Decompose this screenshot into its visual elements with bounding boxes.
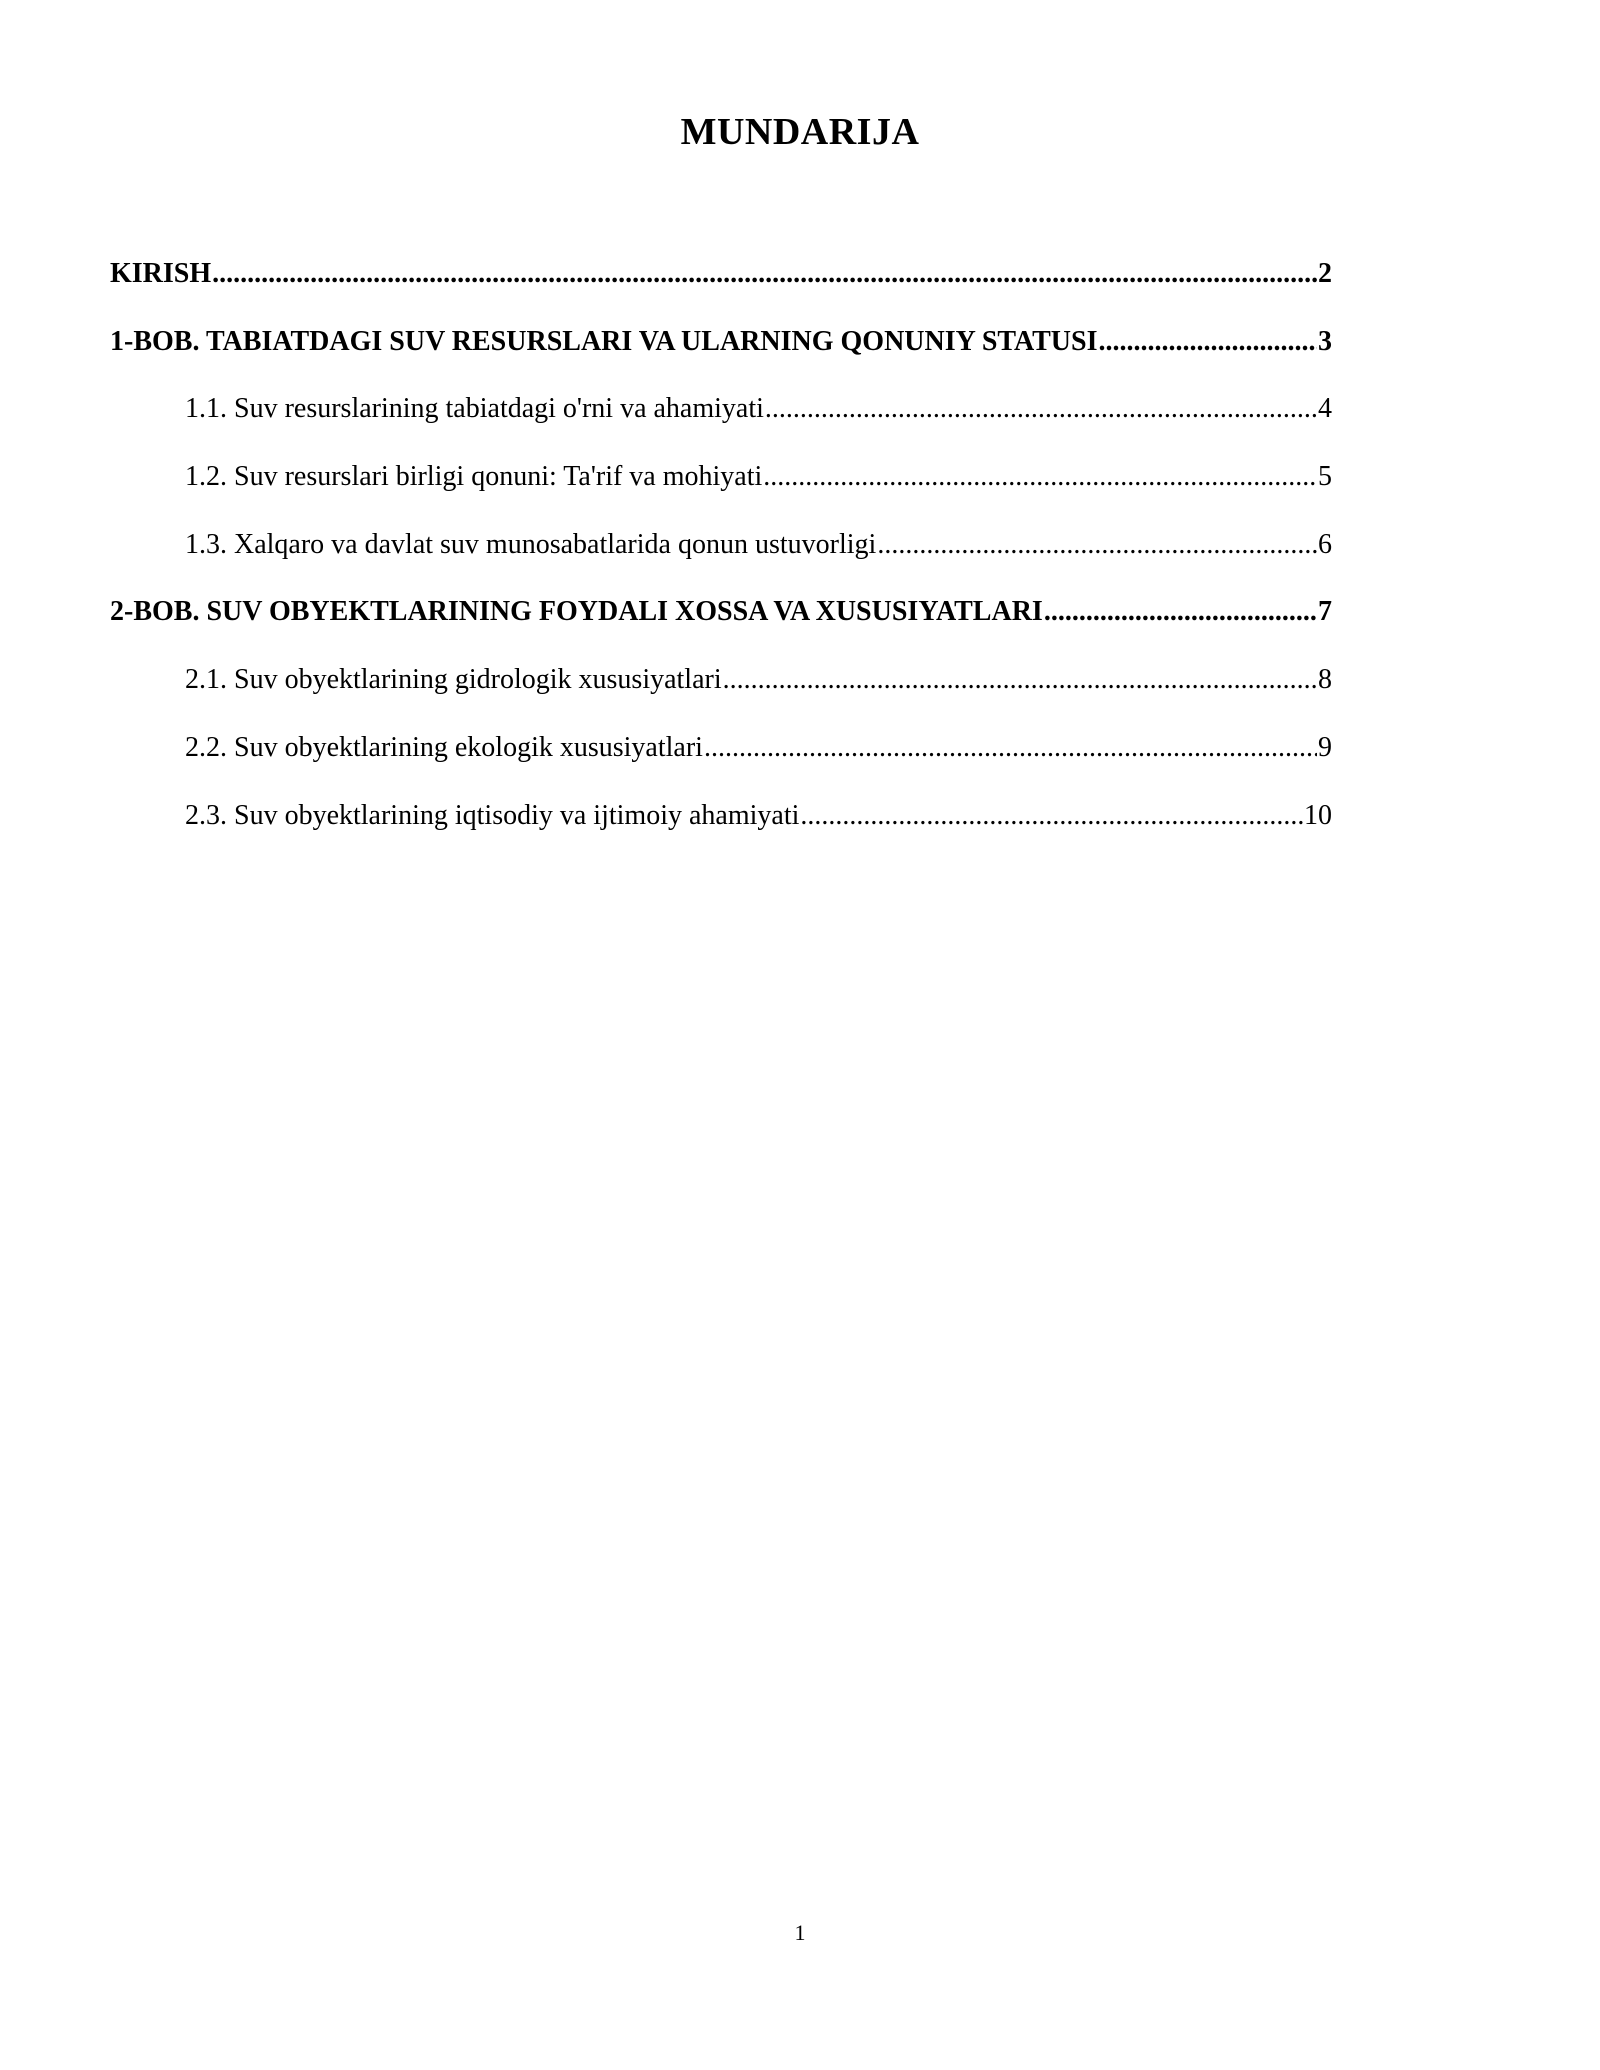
toc-leader-dots <box>1099 318 1318 366</box>
toc-entry-chapter-2[interactable] <box>110 588 1332 656</box>
toc-entry-chapter-1[interactable] <box>110 318 1332 386</box>
toc-entry-section-1-3[interactable] <box>110 521 1332 589</box>
toc-entry-page-number: 5 <box>1318 461 1332 493</box>
page-title: MUNDARIJA <box>680 111 920 153</box>
toc-entry-section-2-2[interactable] <box>110 724 1332 792</box>
toc-entry-section-1-2[interactable] <box>110 453 1332 521</box>
toc-entry-page-number: 4 <box>1318 393 1332 425</box>
toc-entry-section-1-1[interactable] <box>110 385 1332 453</box>
toc-entry-label: 2.1. Suv obyektlarining gidrologik xususiyatlari <box>185 664 722 696</box>
toc-leader-dots <box>723 656 1317 704</box>
toc-entry-page-number: 8 <box>1318 664 1332 696</box>
toc-entry-page-number: 3 <box>1318 325 1332 357</box>
toc-entry-label: 1.1. Suv resurslarining tabiatdagi o'rni va ahamiyati <box>185 393 764 425</box>
toc-leader-dots <box>763 453 1317 501</box>
toc-entry-kirish[interactable] <box>110 250 1332 318</box>
toc-entry-page-number: 9 <box>1318 731 1332 763</box>
toc-entry-page-number: 7 <box>1318 596 1332 628</box>
toc-entry-section-2-3[interactable] <box>110 792 1332 860</box>
table-of-contents <box>110 250 1332 859</box>
toc-leader-dots <box>704 724 1317 772</box>
toc-entry-label: 1.3. Xalqaro va davlat suv munosabatlarida qonun ustuvorligi <box>185 528 877 560</box>
toc-leader-dots <box>212 250 1317 298</box>
toc-entry-label: 2.2. Suv obyektlarining ekologik xususiyatlari <box>185 731 703 763</box>
toc-entry-label: 2.3. Suv obyektlarining iqtisodiy va ijtimoiy ahamiyati <box>185 799 800 831</box>
toc-entry-page-number: 6 <box>1318 528 1332 560</box>
toc-entry-label: 1-BOB. TABIATDAGI SUV RESURSLARI VA ULARNING QONUNIY STATUSI <box>110 325 1098 357</box>
page-number: 1 <box>794 1920 806 1945</box>
toc-entry-section-2-1[interactable] <box>110 656 1332 724</box>
toc-entry-label: 2-BOB. SUV OBYEKTLARINING FOYDALI XOSSA VA XUSUSIYATLARI <box>110 596 1043 628</box>
toc-entry-page-number: 2 <box>1318 258 1332 289</box>
toc-entry-page-number: 10 <box>1304 799 1332 831</box>
toc-leader-dots <box>765 385 1317 433</box>
toc-leader-dots <box>877 521 1317 569</box>
toc-entry-label: KIRISH <box>110 258 212 289</box>
toc-leader-dots <box>1044 588 1317 636</box>
toc-entry-label: 1.2. Suv resurslari birligi qonuni: Ta'rif va mohiyati <box>185 461 763 493</box>
toc-leader-dots <box>800 792 1303 840</box>
